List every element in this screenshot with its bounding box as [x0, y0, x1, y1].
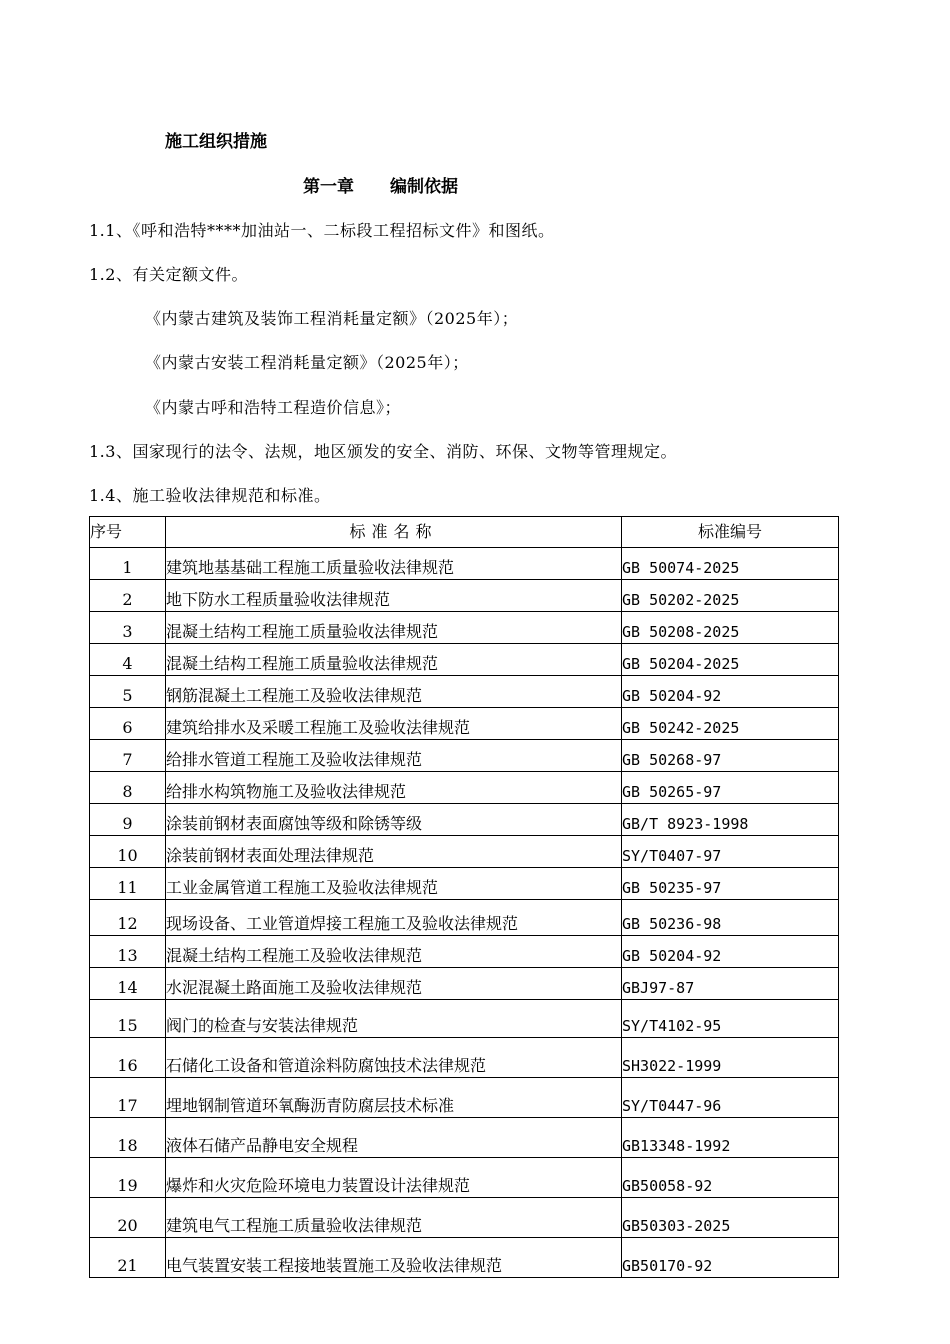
standard-name-cell: [166, 868, 622, 900]
table-row: [90, 1038, 839, 1078]
standard-name: 阀门的检查与安装法律规范: [166, 1015, 359, 1035]
standard-code-cell: [622, 772, 839, 804]
row-number: 7: [122, 749, 133, 769]
standard-name: 现场设备、工业管道焊接工程施工及验收法律规范: [166, 913, 519, 933]
standard-code-cell: [622, 740, 839, 772]
table-row: [90, 580, 839, 612]
row-number-cell: [90, 1238, 166, 1278]
standard-name: 涂装前钢材表面腐蚀等级和除锈等级: [166, 813, 423, 833]
row-number: 12: [117, 913, 138, 933]
standard-code: SY/T0447-96: [622, 1097, 722, 1115]
standard-name: 涂装前钢材表面处理法律规范: [166, 845, 375, 865]
standard-code-cell: [622, 548, 839, 580]
table-row: [90, 676, 839, 708]
standard-code: GB 50242-2025: [622, 719, 740, 737]
standard-name-cell: [166, 1198, 622, 1238]
row-number-cell: [90, 1078, 166, 1118]
row-number-cell: [90, 1038, 166, 1078]
table-row: [90, 548, 839, 580]
header-name: 标准名称: [166, 517, 622, 548]
standard-code-cell: [622, 1078, 839, 1118]
standard-code-cell: [622, 836, 839, 868]
standard-name-cell: [166, 804, 622, 836]
row-number: 1: [122, 557, 133, 577]
standard-code-cell: [622, 1000, 839, 1038]
standard-code-cell: [622, 1158, 839, 1198]
row-number-cell: [90, 548, 166, 580]
standard-code: GB 50204-92: [622, 687, 722, 705]
standard-name-cell: [166, 740, 622, 772]
row-number-cell: [90, 1118, 166, 1158]
row-number-cell: [90, 612, 166, 644]
row-number: 8: [122, 781, 133, 801]
quota-item-3: 《内蒙古呼和浩特工程造价信息》；: [145, 398, 402, 417]
standard-name: 建筑电气工程施工质量验收法律规范: [166, 1215, 423, 1235]
standard-name-cell: [166, 936, 622, 968]
standard-name-cell: [166, 1038, 622, 1078]
standard-name-cell: [166, 772, 622, 804]
standard-code: GB 50074-2025: [622, 559, 740, 577]
row-number-cell: [90, 708, 166, 740]
standard-name: 爆炸和火灾危险环境电力装置设计法律规范: [166, 1175, 471, 1195]
standard-code: GB 50265-97: [622, 783, 722, 801]
row-number: 3: [122, 621, 133, 641]
paragraph-1-1: 1.1、《呼和浩特****加油站一、二标段工程招标文件》和图纸。: [89, 221, 555, 240]
standard-name: 石储化工设备和管道涂料防腐蚀技术法律规范: [166, 1055, 487, 1075]
standard-name: 水泥混凝土路面施工及验收法律规范: [166, 977, 423, 997]
row-number: 21: [117, 1255, 138, 1275]
row-number-cell: [90, 676, 166, 708]
standard-code-cell: [622, 676, 839, 708]
chapter-heading: [303, 172, 458, 197]
standard-code: GB13348-1992: [622, 1137, 731, 1155]
standard-name: 给排水管道工程施工及验收法律规范: [166, 749, 423, 769]
row-number-cell: [90, 900, 166, 936]
standard-code: GB 50204-92: [622, 947, 722, 965]
table-row: [90, 1118, 839, 1158]
table-row: [90, 1198, 839, 1238]
standard-name-cell: [166, 676, 622, 708]
row-number: 5: [122, 685, 133, 705]
row-number: 14: [117, 977, 138, 997]
row-number: 16: [117, 1055, 138, 1075]
quota-item-1: 《内蒙古建筑及装饰工程消耗量定额》（2025年）；: [145, 309, 519, 328]
standard-name: 建筑地基基础工程施工质量验收法律规范: [166, 557, 455, 577]
standard-code: SH3022-1999: [622, 1057, 722, 1075]
standard-name: 混凝土结构工程施工质量验收法律规范: [166, 621, 439, 641]
row-number-cell: [90, 772, 166, 804]
row-number: 15: [117, 1015, 138, 1035]
standard-code: GB 50204-2025: [622, 655, 740, 673]
standard-name: 电气装置安装工程接地装置施工及验收法律规范: [166, 1255, 503, 1275]
table-row: [90, 1158, 839, 1198]
standard-code: GB/T 8923-1998: [622, 815, 749, 833]
row-number: 17: [117, 1095, 138, 1115]
standard-code: GB50303-2025: [622, 1217, 731, 1235]
standard-code-cell: [622, 936, 839, 968]
table-row: [90, 1078, 839, 1118]
standard-code: GB 50268-97: [622, 751, 722, 769]
standard-name: 钢筋混凝土工程施工及验收法律规范: [166, 685, 423, 705]
table-row: [90, 644, 839, 676]
table-row: [90, 900, 839, 936]
row-number: 6: [122, 717, 133, 737]
standards-table: [89, 516, 839, 1278]
standards-table-body: [90, 517, 839, 1278]
document-title: 施工组织措施: [165, 132, 267, 152]
row-number-cell: [90, 868, 166, 900]
standard-name: 地下防水工程质量验收法律规范: [166, 589, 391, 609]
table-row: [90, 868, 839, 900]
standard-name-cell: [166, 1000, 622, 1038]
standard-name-cell: [166, 708, 622, 740]
standard-name: 液体石储产品静电安全规程: [166, 1135, 359, 1155]
standard-name-cell: [166, 580, 622, 612]
standard-name-cell: [166, 900, 622, 936]
standard-code-cell: [622, 900, 839, 936]
table-row: [90, 1000, 839, 1038]
standard-name-cell: [166, 1158, 622, 1198]
standard-code-cell: [622, 1238, 839, 1278]
standard-code-cell: [622, 644, 839, 676]
table-row: [90, 936, 839, 968]
row-number-cell: [90, 1000, 166, 1038]
standard-code: SY/T4102-95: [622, 1017, 722, 1035]
row-number-cell: [90, 580, 166, 612]
standard-code-cell: [622, 1118, 839, 1158]
standard-code: GBJ97-87: [622, 979, 695, 997]
standard-name: 埋地钢制管道环氧酶沥青防腐层技术标准: [166, 1095, 455, 1115]
table-row: [90, 1238, 839, 1278]
header-no: 序号: [90, 517, 166, 548]
standard-name: 给排水构筑物施工及验收法律规范: [166, 781, 407, 801]
row-number: 19: [117, 1175, 138, 1195]
row-number: 13: [117, 945, 138, 965]
standard-name: 混凝土结构工程施工质量验收法律规范: [166, 653, 439, 673]
paragraph-1-2: 1.2、有关定额文件。: [89, 265, 248, 284]
row-number: 18: [117, 1135, 138, 1155]
row-number: 20: [117, 1215, 138, 1235]
row-number: 9: [122, 813, 133, 833]
standard-name: 混凝土结构工程施工及验收法律规范: [166, 945, 423, 965]
row-number-cell: [90, 1198, 166, 1238]
table-row: [90, 836, 839, 868]
standard-name-cell: [166, 1238, 622, 1278]
paragraph-1-3: 1.3、国家现行的法令、法规，地区颁发的安全、消防、环保、文物等管理规定。: [89, 442, 677, 461]
row-number-cell: [90, 644, 166, 676]
row-number-cell: [90, 936, 166, 968]
standard-code-cell: [622, 968, 839, 1000]
row-number-cell: [90, 1158, 166, 1198]
chapter-title: 编制依据: [390, 177, 458, 197]
table-row: [90, 804, 839, 836]
standard-name-cell: [166, 1078, 622, 1118]
standard-name: 工业金属管道工程施工及验收法律规范: [166, 877, 439, 897]
standard-name-cell: [166, 644, 622, 676]
standard-code: GB50170-92: [622, 1257, 713, 1275]
standard-code: GB 50202-2025: [622, 591, 740, 609]
table-row: [90, 740, 839, 772]
chapter-number: 第一章: [303, 177, 354, 197]
row-number-cell: [90, 968, 166, 1000]
standard-code-cell: [622, 868, 839, 900]
standard-code-cell: [622, 1198, 839, 1238]
table-row: [90, 968, 839, 1000]
row-number: 2: [122, 589, 133, 609]
row-number: 4: [122, 653, 133, 673]
standard-code-cell: [622, 580, 839, 612]
row-number-cell: [90, 740, 166, 772]
table-row: [90, 612, 839, 644]
standard-name-cell: [166, 548, 622, 580]
quota-item-2: 《内蒙古安装工程消耗量定额》（2025年）；: [145, 353, 469, 372]
standard-code-cell: [622, 804, 839, 836]
standard-code: GB 50208-2025: [622, 623, 740, 641]
standard-code-cell: [622, 1038, 839, 1078]
standard-code: GB 50236-98: [622, 915, 722, 933]
table-row: [90, 708, 839, 740]
standard-code: GB 50235-97: [622, 879, 722, 897]
standard-code: GB50058-92: [622, 1177, 713, 1195]
row-number-cell: [90, 836, 166, 868]
standard-name-cell: [166, 1118, 622, 1158]
standard-name-cell: [166, 612, 622, 644]
standard-name-cell: [166, 968, 622, 1000]
standard-name-cell: [166, 836, 622, 868]
table-row: [90, 772, 839, 804]
header-code: 标准编号: [622, 517, 839, 548]
row-number: 11: [117, 877, 138, 897]
row-number: 10: [117, 845, 138, 865]
standard-code-cell: [622, 708, 839, 740]
table-header-row: [90, 517, 839, 548]
standard-code-cell: [622, 612, 839, 644]
paragraph-1-4: 1.4、施工验收法律规范和标准。: [89, 486, 331, 505]
standard-name: 建筑给排水及采暖工程施工及验收法律规范: [166, 717, 471, 737]
row-number-cell: [90, 804, 166, 836]
standard-code: SY/T0407-97: [622, 847, 722, 865]
